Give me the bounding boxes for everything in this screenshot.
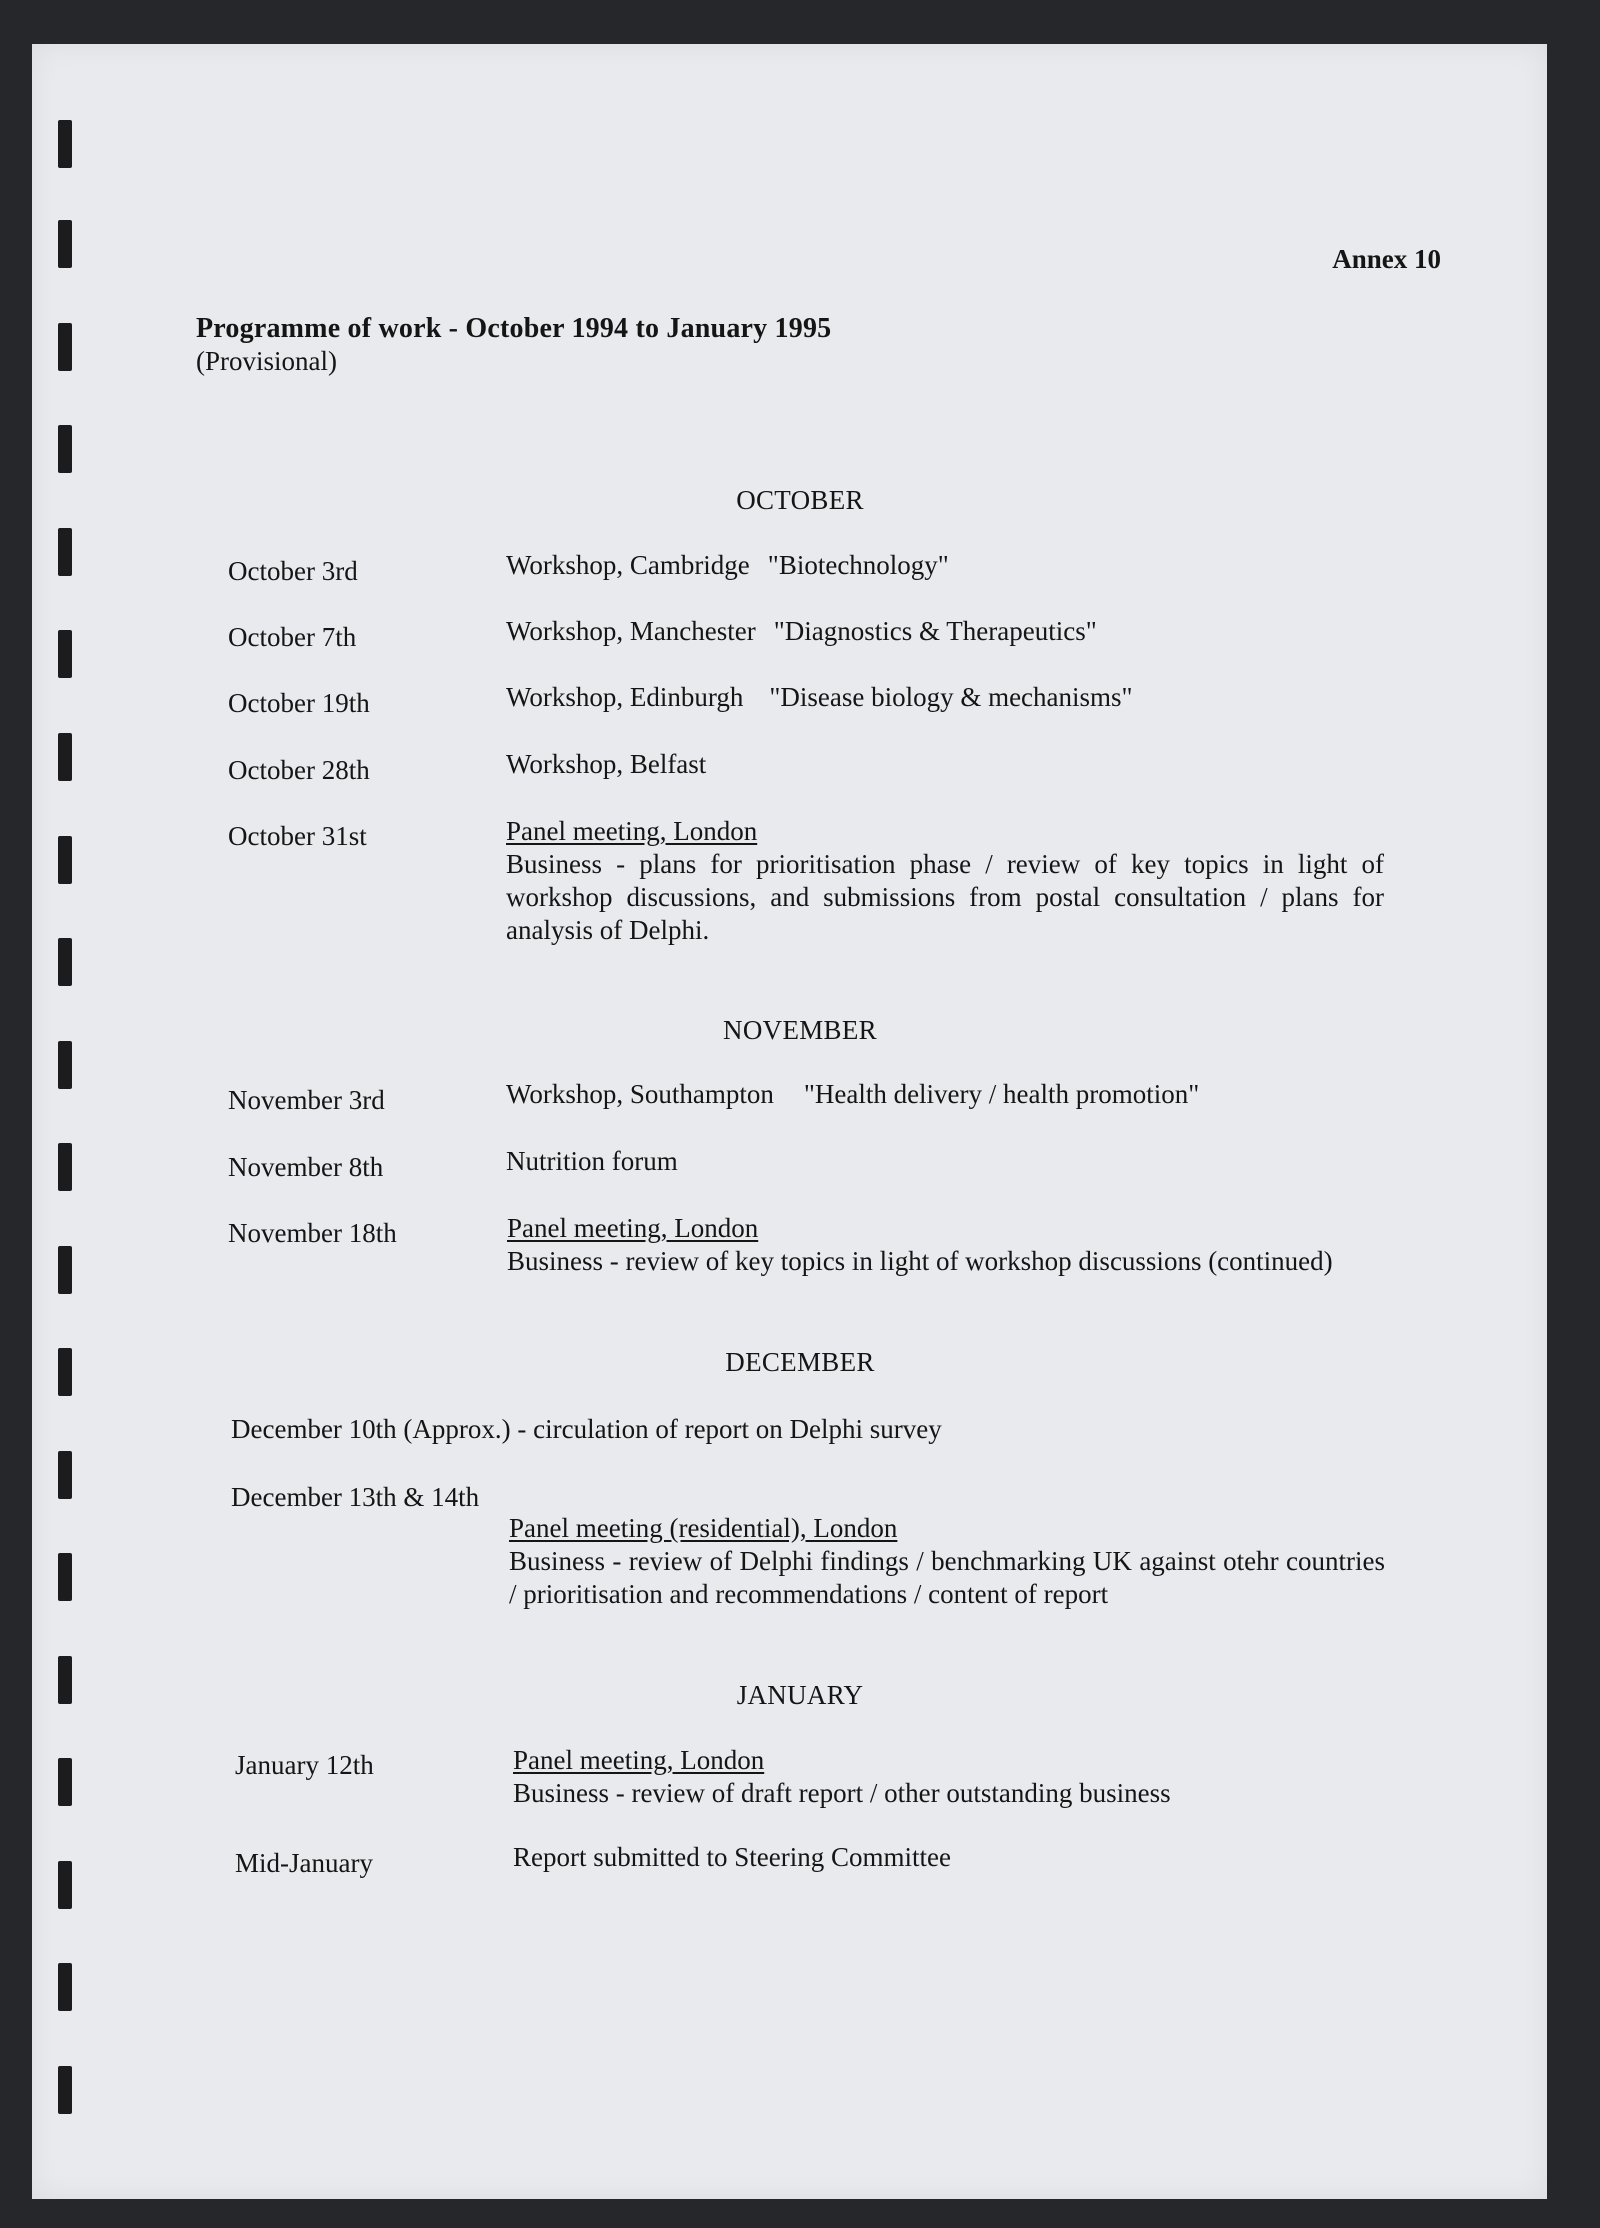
- month-heading-january: JANUARY: [736, 1680, 864, 1710]
- entry-text: Workshop, Manchester: [506, 616, 756, 646]
- entry-text: Business - review of key topics in light of workshop discussions (continued): [507, 1246, 1333, 1276]
- schedule-entry: [513, 1744, 1171, 1810]
- entry-heading: Panel meeting, London: [506, 816, 758, 846]
- schedule-entry: [506, 815, 1384, 947]
- schedule-entry: [513, 1841, 951, 1874]
- entry-date: November 3rd: [228, 1085, 385, 1115]
- entry-text: December 10th (Approx.) - circulation of report on Delphi survey: [231, 1414, 942, 1444]
- entry-date: October 19th: [228, 688, 370, 718]
- schedule-entry: [506, 549, 949, 582]
- schedule-entry: [507, 1212, 1333, 1278]
- entry-date: December 13th & 14th: [231, 1482, 480, 1512]
- entry-text: Workshop, Southampton: [506, 1079, 774, 1109]
- page-title: Programme of work - October 1994 to January 1995: [196, 313, 832, 344]
- entry-date: November 8th: [228, 1152, 384, 1182]
- entry-heading: Panel meeting, London: [507, 1213, 759, 1243]
- annex-label: Annex 10: [1332, 244, 1441, 274]
- schedule-entry: [506, 1078, 1199, 1111]
- entry-date: November 18th: [228, 1218, 397, 1248]
- entry-text: Workshop, Belfast: [506, 749, 707, 779]
- entry-text: Report submitted to Steering Committee: [513, 1842, 951, 1872]
- entry-text: Workshop, Edinburgh: [506, 682, 744, 712]
- entry-date: October 7th: [228, 622, 357, 652]
- entry-heading: Panel meeting (residential), London: [509, 1513, 898, 1543]
- month-heading-october: OCTOBER: [736, 485, 864, 515]
- entry-text: Business - review of draft report / other outstanding business: [513, 1778, 1171, 1808]
- schedule-entry: [509, 1512, 1385, 1611]
- schedule-entry: [506, 1145, 678, 1178]
- entry-text: Nutrition forum: [506, 1146, 678, 1176]
- schedule-entry: [506, 748, 706, 781]
- entry-date: Mid-January: [235, 1848, 373, 1878]
- entry-heading: Panel meeting, London: [513, 1745, 765, 1775]
- entry-text: Business - review of Delphi findings / benchmarking UK against otehr countries / prioritisation and recommendations / content of report: [509, 1546, 1385, 1609]
- entry-date: October 31st: [228, 821, 367, 851]
- entry-date: October 28th: [228, 755, 370, 785]
- entry-text: Workshop, Cambridge: [506, 550, 750, 580]
- page-subtitle: (Provisional): [196, 346, 337, 376]
- month-heading-december: DECEMBER: [725, 1347, 875, 1377]
- schedule-entry: [506, 615, 1097, 648]
- schedule-entry: [506, 681, 1133, 714]
- month-heading-november: NOVEMBER: [723, 1015, 877, 1045]
- entry-text: Business - plans for prioritisation phase / review of key topics in light of workshop discussions, and submissions from postal consultation / plans for analysis of Delphi.: [506, 849, 1384, 945]
- entry-topic: "Health delivery / health promotion": [803, 1079, 1200, 1109]
- entry-topic: "Disease biology & mechanisms": [769, 682, 1133, 712]
- entry-date: January 12th: [235, 1750, 374, 1780]
- entry-topic: "Biotechnology": [767, 550, 949, 580]
- entry-topic: "Diagnostics & Therapeutics": [773, 616, 1097, 646]
- entry-date: October 3rd: [228, 556, 358, 586]
